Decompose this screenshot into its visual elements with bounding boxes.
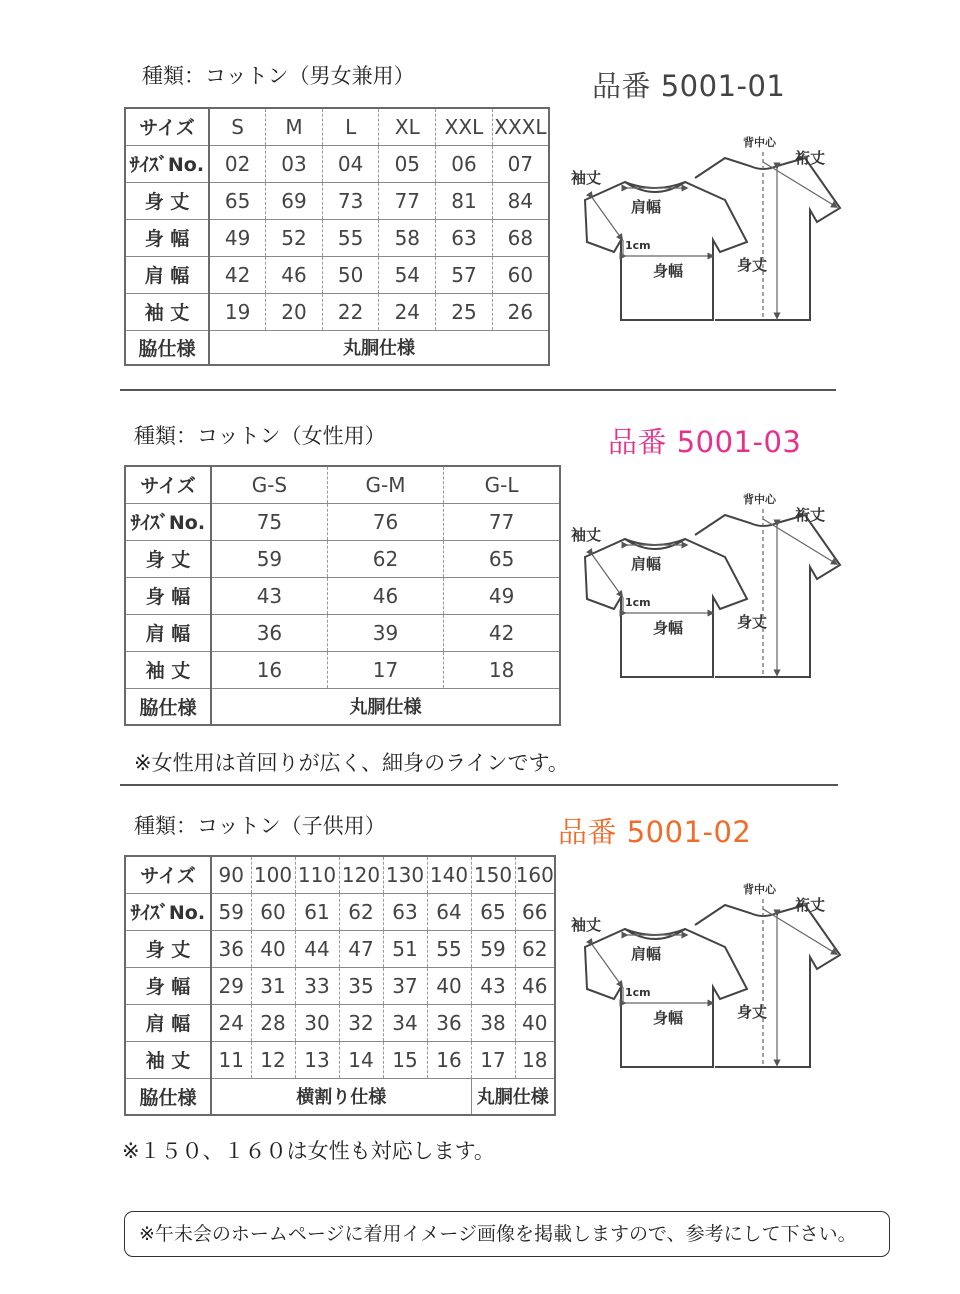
table-cell: 68: [492, 219, 549, 256]
size-header: L: [322, 108, 379, 145]
row-label: 身 幅: [125, 577, 211, 614]
table-cell: 15: [383, 1041, 427, 1078]
table-cell: 28: [251, 1004, 295, 1041]
tshirt-measurement-diagram: [565, 130, 850, 330]
table-cell: 31: [251, 967, 295, 1004]
table-cell: 60: [251, 893, 295, 930]
table-cell: 03: [266, 145, 323, 182]
diagram-label-sleeve: 袖丈: [571, 916, 602, 934]
row-label: 身 幅: [125, 219, 209, 256]
diagram-label-sleeve: 袖丈: [571, 169, 602, 187]
table-cell: 44: [295, 930, 339, 967]
diagram-label-width: 身幅: [653, 1009, 684, 1027]
row-label: 脇仕様: [125, 330, 209, 365]
section-3-part-number: 品番 5001-02: [558, 815, 752, 849]
section-1-title: 種類：コットン（男女兼用）: [142, 64, 415, 88]
table-cell: 17: [327, 651, 443, 688]
size-header-label: サイズ: [125, 108, 209, 145]
table-cell: 12: [251, 1041, 295, 1078]
table-cell: 18: [444, 651, 560, 688]
table-cell: 14: [339, 1041, 383, 1078]
section-divider: [120, 784, 838, 786]
table-cell: 40: [427, 967, 471, 1004]
row-label: ｻｲｽﾞNo.: [125, 503, 211, 540]
table-cell: 34: [383, 1004, 427, 1041]
table-cell: 20: [266, 293, 323, 330]
diagram-label-back-center: 背中心: [743, 883, 776, 896]
table-cell: 62: [515, 930, 555, 967]
table-cell: 63: [436, 219, 493, 256]
size-header: 140: [427, 856, 471, 893]
size-header: M: [266, 108, 323, 145]
table-cell: 32: [339, 1004, 383, 1041]
size-header: 130: [383, 856, 427, 893]
table-cell: 77: [379, 182, 436, 219]
table-cell: 39: [327, 614, 443, 651]
table-cell: 43: [211, 577, 327, 614]
table-row-side-spec: [125, 688, 560, 725]
table-cell: 43: [471, 967, 515, 1004]
table-row-header: [125, 856, 555, 893]
table-row: [125, 256, 549, 293]
size-header-label: サイズ: [125, 466, 211, 503]
section-2-size-table: [124, 465, 561, 726]
table-cell: 73: [322, 182, 379, 219]
size-header: XL: [379, 108, 436, 145]
table-row: [125, 1004, 555, 1041]
row-label: 脇仕様: [125, 688, 211, 725]
table-cell: 42: [209, 256, 266, 293]
size-header: G-M: [327, 466, 443, 503]
table-cell: 65: [444, 540, 560, 577]
table-cell: 26: [492, 293, 549, 330]
section-2-part-number: 品番 5001-03: [608, 425, 802, 459]
diagram-label-width: 身幅: [653, 262, 684, 280]
table-cell: 76: [327, 503, 443, 540]
section-3-size-table: [124, 855, 556, 1116]
table-cell: 35: [339, 967, 383, 1004]
diagram-label-yuki: 裄丈: [795, 896, 826, 914]
table-cell: 63: [383, 893, 427, 930]
table-row: [125, 293, 549, 330]
table-cell: 40: [251, 930, 295, 967]
table-cell: 46: [327, 577, 443, 614]
size-header: 100: [251, 856, 295, 893]
table-row-header: [125, 108, 549, 145]
size-header: S: [209, 108, 266, 145]
row-label: 袖 丈: [125, 293, 209, 330]
row-label: 肩 幅: [125, 256, 209, 293]
diagram-label-yuki: 裄丈: [795, 506, 826, 524]
table-cell: 59: [211, 540, 327, 577]
table-cell: 55: [322, 219, 379, 256]
table-row: [125, 540, 560, 577]
row-label: 身 丈: [125, 182, 209, 219]
diagram-label-back-center: 背中心: [743, 493, 776, 506]
table-cell: 65: [209, 182, 266, 219]
table-row: [125, 1041, 555, 1078]
size-header: 90: [211, 856, 251, 893]
table-cell: 13: [295, 1041, 339, 1078]
table-cell: 61: [295, 893, 339, 930]
table-cell: 16: [211, 651, 327, 688]
size-header: 120: [339, 856, 383, 893]
table-cell: 30: [295, 1004, 339, 1041]
table-cell: 46: [515, 967, 555, 1004]
size-header: G-L: [444, 466, 560, 503]
table-cell: 77: [444, 503, 560, 540]
side-spec-cell: 横割り仕様: [296, 1087, 387, 1109]
tshirt-measurement-diagram: [565, 487, 850, 687]
side-spec-cell: 丸胴仕様: [343, 338, 415, 360]
diagram-label-shoulder: 肩幅: [631, 555, 662, 573]
table-row: [125, 182, 549, 219]
table-cell: 59: [211, 893, 251, 930]
table-row: [125, 577, 560, 614]
table-cell: 36: [211, 930, 251, 967]
table-cell: 49: [209, 219, 266, 256]
diagram-label-shoulder: 肩幅: [631, 198, 662, 216]
table-row: [125, 651, 560, 688]
size-header: 110: [295, 856, 339, 893]
table-cell: 54: [379, 256, 436, 293]
row-label: 袖 丈: [125, 651, 211, 688]
table-cell: 69: [266, 182, 323, 219]
row-label: 身 丈: [125, 930, 211, 967]
diagram-label-width: 身幅: [653, 619, 684, 637]
table-row: [125, 614, 560, 651]
table-cell: 66: [515, 893, 555, 930]
table-cell: 52: [266, 219, 323, 256]
size-header: XXL: [436, 108, 493, 145]
table-cell: 58: [379, 219, 436, 256]
row-label: 袖 丈: [125, 1041, 211, 1078]
section-3-title: 種類：コットン（子供用）: [134, 814, 386, 838]
table-row: [125, 503, 560, 540]
table-cell: 60: [492, 256, 549, 293]
table-row-side-spec: [125, 330, 549, 365]
diagram-label-sleeve: 袖丈: [571, 526, 602, 544]
table-cell: 55: [427, 930, 471, 967]
size-header: 150: [471, 856, 515, 893]
table-cell: 17: [471, 1041, 515, 1078]
row-label: ｻｲｽﾞNo.: [125, 145, 209, 182]
table-cell: 59: [471, 930, 515, 967]
table-cell: 51: [383, 930, 427, 967]
side-spec-cell: 丸胴仕様: [471, 1078, 555, 1115]
table-cell: 81: [436, 182, 493, 219]
table-row: [125, 893, 555, 930]
size-header: G-S: [211, 466, 327, 503]
table-cell: 11: [211, 1041, 251, 1078]
row-label: ｻｲｽﾞNo.: [125, 893, 211, 930]
table-cell: 37: [383, 967, 427, 1004]
section-2-note: ※女性用は首回りが広く、細身のラインです。: [134, 751, 569, 775]
tshirt-measurement-diagram: [565, 877, 850, 1077]
table-cell: 06: [436, 145, 493, 182]
size-header: 160: [515, 856, 555, 893]
footer-notice: ※午未会のホームページに着用イメージ画像を掲載しますので、参考にして下さい。: [124, 1211, 890, 1257]
table-cell: 49: [444, 577, 560, 614]
table-cell: 05: [379, 145, 436, 182]
section-1-size-table: [124, 107, 550, 366]
table-cell: 29: [211, 967, 251, 1004]
table-row-header: [125, 466, 560, 503]
row-label: 身 丈: [125, 540, 211, 577]
row-label: 肩 幅: [125, 614, 211, 651]
section-divider: [120, 389, 836, 391]
table-cell: 84: [492, 182, 549, 219]
table-cell: 16: [427, 1041, 471, 1078]
table-row: [125, 967, 555, 1004]
side-spec-cell: 丸胴仕様: [349, 697, 422, 719]
diagram-label-length: 身丈: [737, 1003, 768, 1021]
table-cell: 24: [211, 1004, 251, 1041]
section-1-part-number: 品番 5001-01: [592, 69, 786, 103]
table-row: [125, 219, 549, 256]
table-cell: 75: [211, 503, 327, 540]
table-cell: 65: [471, 893, 515, 930]
table-row-side-spec: [125, 1078, 555, 1115]
table-cell: 40: [515, 1004, 555, 1041]
table-cell: 62: [339, 893, 383, 930]
table-cell: 38: [471, 1004, 515, 1041]
section-2-title: 種類：コットン（女性用）: [134, 424, 386, 448]
table-row: [125, 145, 549, 182]
table-row: [125, 930, 555, 967]
table-cell: 24: [379, 293, 436, 330]
table-cell: 02: [209, 145, 266, 182]
row-label: 肩 幅: [125, 1004, 211, 1041]
diagram-label-1cm: 1cm: [625, 986, 651, 999]
row-label: 身 幅: [125, 967, 211, 1004]
section-3-note: ※１５０、１６０は女性も対応します。: [122, 1139, 495, 1163]
size-header: XXXL: [492, 108, 549, 145]
table-cell: 19: [209, 293, 266, 330]
table-cell: 25: [436, 293, 493, 330]
table-cell: 33: [295, 967, 339, 1004]
diagram-label-shoulder: 肩幅: [631, 945, 662, 963]
diagram-label-back-center: 背中心: [743, 136, 776, 149]
table-cell: 47: [339, 930, 383, 967]
table-cell: 04: [322, 145, 379, 182]
row-label: 脇仕様: [125, 1078, 211, 1115]
table-cell: 36: [427, 1004, 471, 1041]
diagram-label-1cm: 1cm: [625, 239, 651, 252]
table-cell: 57: [436, 256, 493, 293]
table-cell: 62: [327, 540, 443, 577]
table-cell: 64: [427, 893, 471, 930]
table-cell: 50: [322, 256, 379, 293]
table-cell: 46: [266, 256, 323, 293]
diagram-label-length: 身丈: [737, 613, 768, 631]
table-cell: 36: [211, 614, 327, 651]
diagram-label-1cm: 1cm: [625, 596, 651, 609]
diagram-label-length: 身丈: [737, 256, 768, 274]
table-cell: 42: [444, 614, 560, 651]
table-cell: 07: [492, 145, 549, 182]
table-cell: 18: [515, 1041, 555, 1078]
size-header-label: サイズ: [125, 856, 211, 893]
table-cell: 22: [322, 293, 379, 330]
diagram-label-yuki: 裄丈: [795, 149, 826, 167]
